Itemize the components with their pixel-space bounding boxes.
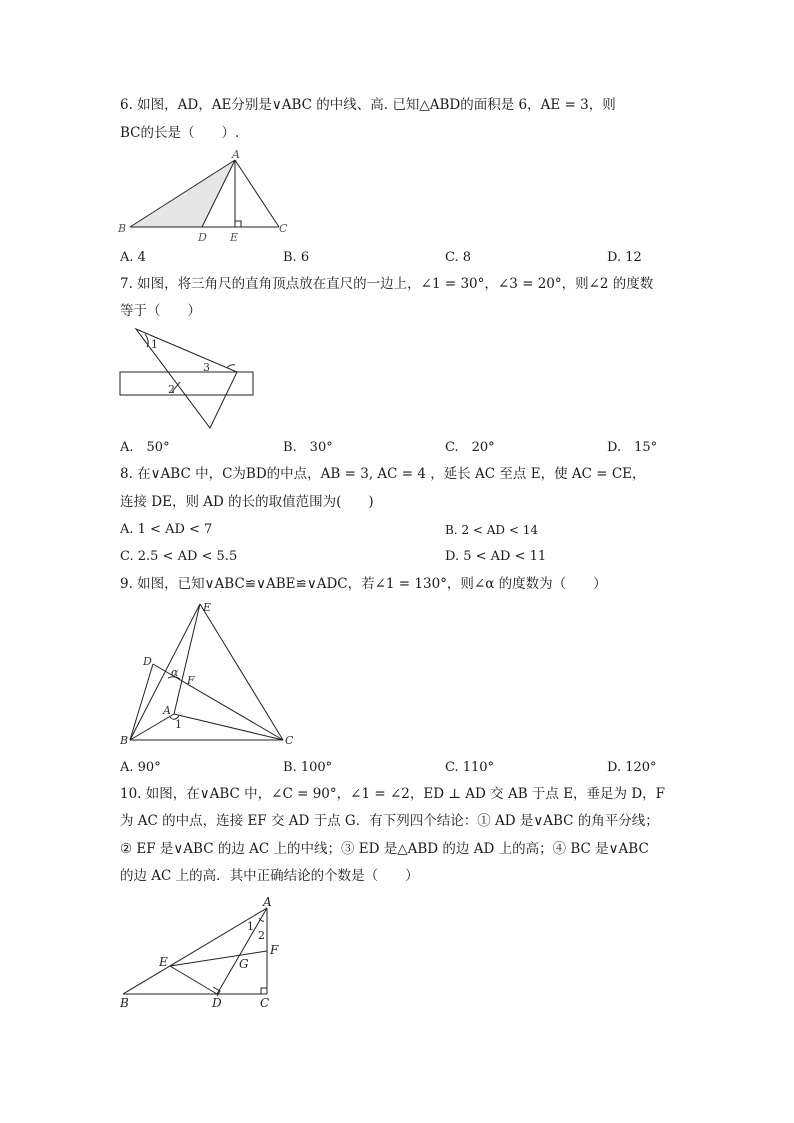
q10-figure (112, 893, 286, 1015)
q7-line-2: 等于（ ） (120, 303, 201, 319)
q6-figure (112, 146, 302, 244)
q9-label-d: D (143, 655, 152, 668)
q9-label-e: E (203, 601, 212, 614)
q9-option-d: D. 120° (607, 760, 657, 775)
q8-option-d: D. 5 < AD < 11 (445, 549, 547, 564)
q10-label-a: A (263, 895, 272, 909)
q9-line-1: 9. 如图，已知∨ABC≌∨ABE≌∨ADC，若∠1 = 130°，则∠α 的度数为（ ） (120, 576, 607, 592)
q10-line-4: 的边 AC 上的高．其中正确结论的个数是（ ） (120, 868, 419, 884)
q10-label-b: B (120, 996, 129, 1010)
q7-figure (114, 324, 260, 430)
q6-option-b: B. 6 (283, 250, 310, 265)
q6-label-d: D (198, 231, 207, 244)
q7-option-d: D. 15° (607, 440, 658, 455)
q8-option-b: B. 2 < AD < 14 (445, 523, 539, 537)
q9-figure (112, 598, 304, 752)
q8-option-c: C. 2.5 < AD < 5.5 (120, 549, 238, 564)
q10-label-1: 1 (247, 920, 254, 933)
q7-label-3: 3 (203, 361, 210, 374)
q9-label-c: C (285, 734, 294, 747)
q7-line-1: 7. 如图，将三角尺的直角顶点放在直尺的一边上，∠1 = 30°，∠3 = 20°，则∠2 的度数 (120, 276, 654, 292)
q6-line-2: BC的长是（ ）. (120, 125, 240, 141)
q9-option-b: B. 100° (283, 760, 333, 775)
q7-label-1: 1 (151, 338, 158, 351)
q10-line-1: 10. 如图，在∨ABC 中，∠C = 90°，∠1 = ∠2，ED ⊥ AD 交 AB 于点 E，垂足为 D，F (120, 786, 666, 802)
q9-label-1: 1 (175, 718, 182, 731)
q8-option-a: A. 1 < AD < 7 (120, 522, 213, 537)
q9-option-c: C. 110° (445, 760, 495, 775)
q9-label-f: F (187, 674, 195, 687)
q10-label-d: D (212, 996, 222, 1010)
q8-line-1: 8. 在∨ABC 中，C为BD的中点，AB = 3, AC = 4 ，延长 AC 至点 E，使 AC = CE， (120, 466, 646, 482)
q9-label-b: B (120, 734, 129, 747)
q6-line-1: 6. 如图，AD，AE分别是∨ABC 的中线、高. 已知△ABD的面积是 6，AE = 3，则 (120, 97, 616, 113)
q9-label-alpha: α (171, 666, 179, 679)
q10-label-f: F (270, 943, 279, 957)
q10-label-e: E (159, 955, 168, 969)
q10-label-2: 2 (258, 929, 265, 942)
q9-option-a: A. 90° (120, 760, 161, 775)
q7-option-a: A. 50° (120, 440, 170, 455)
q8-line-2: 连接 DE，则 AD 的长的取值范围为( ) (120, 494, 374, 510)
q10-label-g: G (239, 957, 249, 971)
q6-option-c: C. 8 (445, 250, 472, 265)
q10-line-2: 为 AC 的中点，连接 EF 交 AD 于点 G．有下列四个结论：① AD 是∨ABC 的角平分线； (120, 813, 659, 829)
q6-label-a: A (232, 148, 240, 161)
q6-label-e: E (230, 231, 239, 244)
q6-option-d: D. 12 (607, 250, 642, 265)
q7-option-c: C. 20° (445, 440, 495, 455)
q7-label-2: 2 (168, 383, 175, 396)
q6-option-a: A. 4 (120, 250, 146, 265)
q6-label-b: B (118, 222, 127, 235)
q7-option-b: B. 30° (283, 440, 333, 455)
q10-line-3: ② EF 是∨ABC 的边 AC 上的中线；③ ED 是△ABD 的边 AD 上的高；④ BC 是∨ABC (120, 841, 649, 857)
q9-label-a: A (163, 704, 171, 717)
q10-label-c: C (260, 996, 270, 1010)
q6-label-c: C (279, 222, 288, 235)
